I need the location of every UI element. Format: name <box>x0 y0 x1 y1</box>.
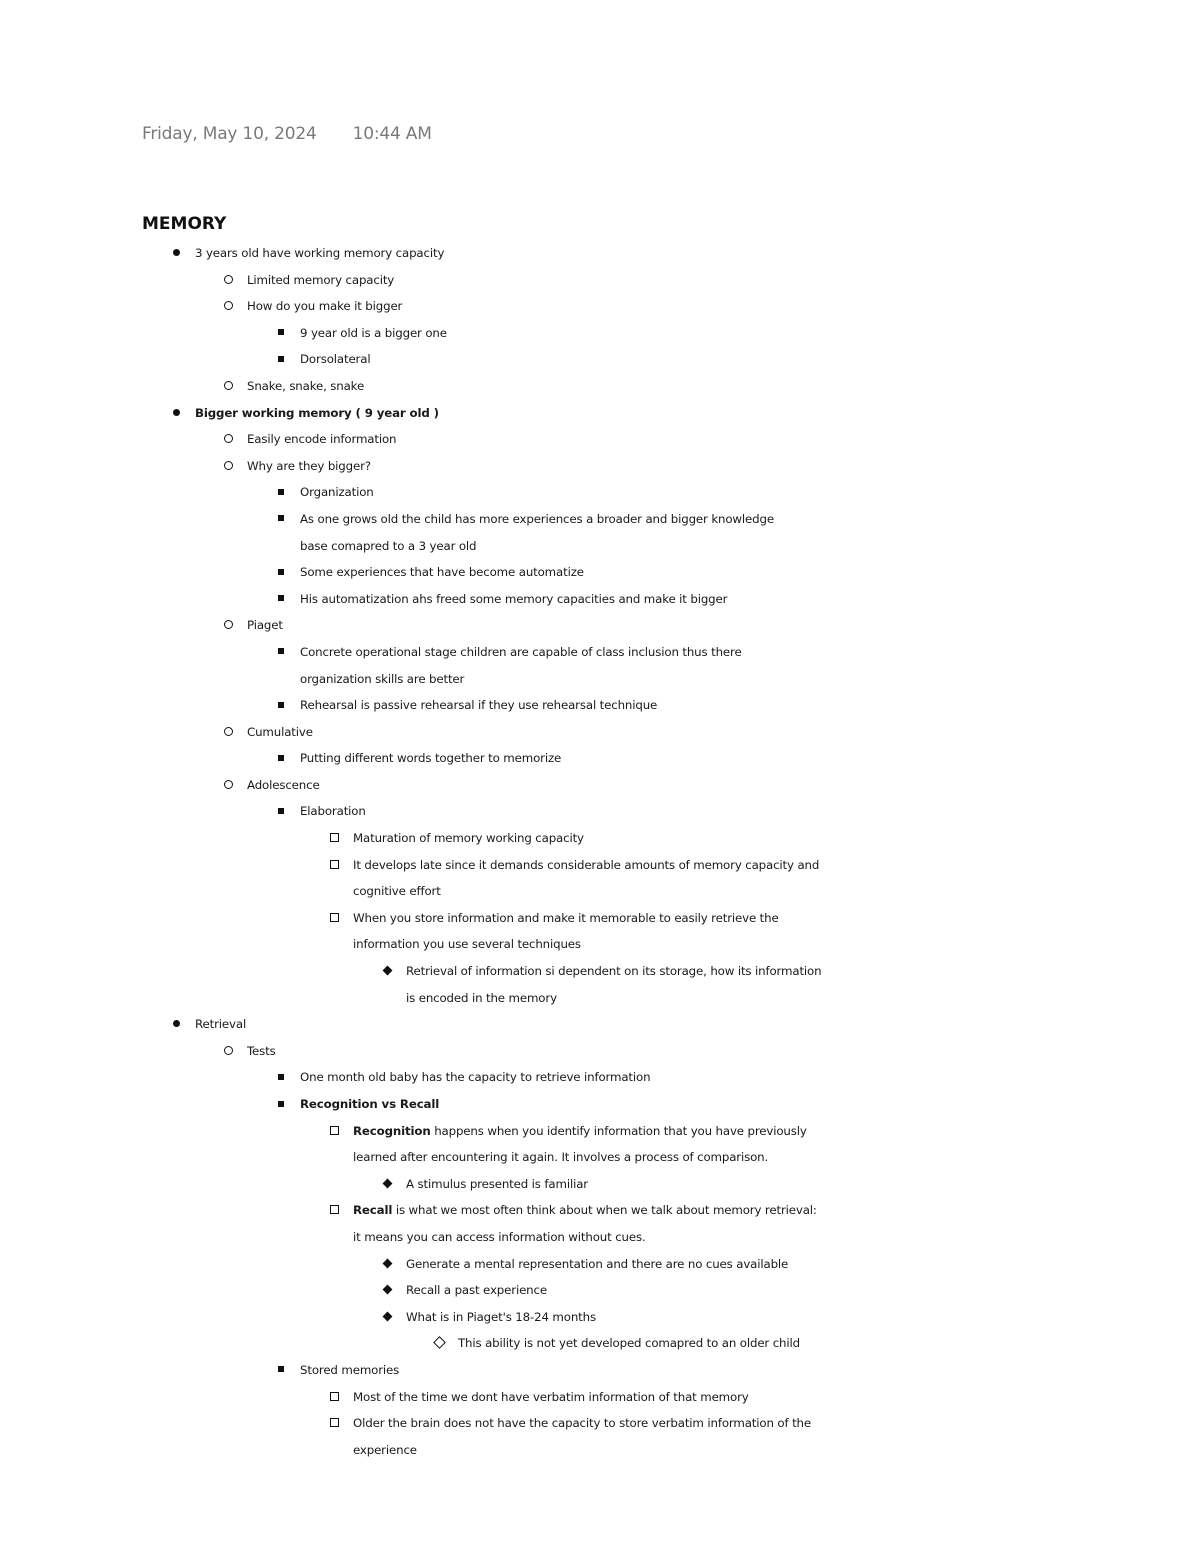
hollow-diamond-bullet-icon <box>429 1330 449 1357</box>
list-item: Tests <box>0 1038 1200 1065</box>
list-item: Recognition vs Recall <box>0 1091 1200 1118</box>
list-item: Cumulative <box>0 719 1200 746</box>
diamond-bullet-icon <box>377 1277 397 1304</box>
list-item: Stored memories <box>0 1357 1200 1384</box>
list-item: Why are they bigger? <box>0 453 1200 480</box>
square-bullet-icon <box>271 586 291 613</box>
hollow-square-bullet-icon <box>324 1118 344 1145</box>
list-item: Most of the time we dont have verbatim information of that memory <box>0 1384 1200 1411</box>
list-item: Older the brain does not have the capacity to store verbatim information of the <box>0 1410 1200 1437</box>
square-bullet-icon <box>271 692 291 719</box>
list-item: Maturation of memory working capacity <box>0 825 1200 852</box>
list-item: Easily encode information <box>0 426 1200 453</box>
square-bullet-icon <box>271 745 291 772</box>
notes-outline <box>0 240 1200 1463</box>
list-item: Generate a mental representation and there are no cues available <box>0 1251 1200 1278</box>
page-time: 10:44 AM <box>352 124 432 144</box>
list-item-continuation: experience <box>353 1442 417 1457</box>
list-item: What is in Piaget's 18-24 months <box>0 1304 1200 1331</box>
hollow-circle-bullet-icon <box>218 426 238 453</box>
page-date: Friday, May 10, 2024 <box>142 124 317 144</box>
filled-circle-bullet-icon <box>166 1011 186 1038</box>
square-bullet-icon <box>271 798 291 825</box>
list-item: Elaboration <box>0 798 1200 825</box>
list-item: A stimulus presented is familiar <box>0 1171 1200 1198</box>
list-item: Concrete operational stage children are capable of class inclusion thus there <box>0 639 1200 666</box>
list-item: Retrieval <box>0 1011 1200 1038</box>
page-header <box>142 124 432 144</box>
hollow-square-bullet-icon <box>324 852 344 879</box>
list-item: His automatization ahs freed some memory capacities and make it bigger <box>0 586 1200 613</box>
hollow-square-bullet-icon <box>324 825 344 852</box>
hollow-circle-bullet-icon <box>218 772 238 799</box>
hollow-circle-bullet-icon <box>218 267 238 294</box>
list-item: When you store information and make it memorable to easily retrieve the <box>0 905 1200 932</box>
list-item: 3 years old have working memory capacity <box>0 240 1200 267</box>
list-item: 9 year old is a bigger one <box>0 320 1200 347</box>
list-item: Limited memory capacity <box>0 267 1200 294</box>
diamond-bullet-icon <box>377 958 397 985</box>
page-title: MEMORY <box>142 214 227 234</box>
hollow-square-bullet-icon <box>324 905 344 932</box>
list-item: Snake, snake, snake <box>0 373 1200 400</box>
list-item-continuation: it means you can access information without cues. <box>353 1229 646 1244</box>
square-bullet-icon <box>271 1064 291 1091</box>
square-bullet-icon <box>271 320 291 347</box>
hollow-circle-bullet-icon <box>218 1038 238 1065</box>
hollow-circle-bullet-icon <box>218 719 238 746</box>
list-item: This ability is not yet developed comapred to an older child <box>0 1330 1200 1357</box>
list-item-continuation: is encoded in the memory <box>406 990 557 1005</box>
list-item: Recognition happens when you identify information that you have previously <box>0 1118 1200 1145</box>
list-item: Rehearsal is passive rehearsal if they use rehearsal technique <box>0 692 1200 719</box>
list-item: Dorsolateral <box>0 346 1200 373</box>
square-bullet-icon <box>271 559 291 586</box>
list-item-continuation: base comapred to a 3 year old <box>300 538 477 553</box>
hollow-circle-bullet-icon <box>218 293 238 320</box>
hollow-square-bullet-icon <box>324 1197 344 1224</box>
list-item: Recall a past experience <box>0 1277 1200 1304</box>
list-item: Organization <box>0 479 1200 506</box>
diamond-bullet-icon <box>377 1171 397 1198</box>
square-bullet-icon <box>271 479 291 506</box>
filled-circle-bullet-icon <box>166 240 186 267</box>
list-item: Piaget <box>0 612 1200 639</box>
square-bullet-icon <box>271 1357 291 1384</box>
list-item-continuation: organization skills are better <box>300 671 465 686</box>
list-item: It develops late since it demands considerable amounts of memory capacity and <box>0 852 1200 879</box>
list-item: One month old baby has the capacity to retrieve information <box>0 1064 1200 1091</box>
list-item: Putting different words together to memorize <box>0 745 1200 772</box>
list-item: Recall is what we most often think about when we talk about memory retrieval: <box>0 1197 1200 1224</box>
list-item-continuation: information you use several techniques <box>353 937 581 952</box>
filled-circle-bullet-icon <box>166 400 186 427</box>
list-item-continuation: learned after encountering it again. It involves a process of comparison. <box>353 1150 769 1165</box>
hollow-square-bullet-icon <box>324 1410 344 1437</box>
hollow-circle-bullet-icon <box>218 373 238 400</box>
square-bullet-icon <box>271 346 291 373</box>
hollow-circle-bullet-icon <box>218 612 238 639</box>
list-item: How do you make it bigger <box>0 293 1200 320</box>
list-item: As one grows old the child has more experiences a broader and bigger knowledge <box>0 506 1200 533</box>
hollow-square-bullet-icon <box>324 1384 344 1411</box>
square-bullet-icon <box>271 506 291 533</box>
square-bullet-icon <box>271 639 291 666</box>
list-item-continuation: cognitive effort <box>353 884 441 899</box>
hollow-circle-bullet-icon <box>218 453 238 480</box>
list-item: Retrieval of information si dependent on its storage, how its information <box>0 958 1200 985</box>
square-bullet-icon <box>271 1091 291 1118</box>
diamond-bullet-icon <box>377 1251 397 1278</box>
diamond-bullet-icon <box>377 1304 397 1331</box>
list-item: Bigger working memory ( 9 year old ) <box>0 400 1200 427</box>
list-item: Adolescence <box>0 772 1200 799</box>
list-item: Some experiences that have become automatize <box>0 559 1200 586</box>
